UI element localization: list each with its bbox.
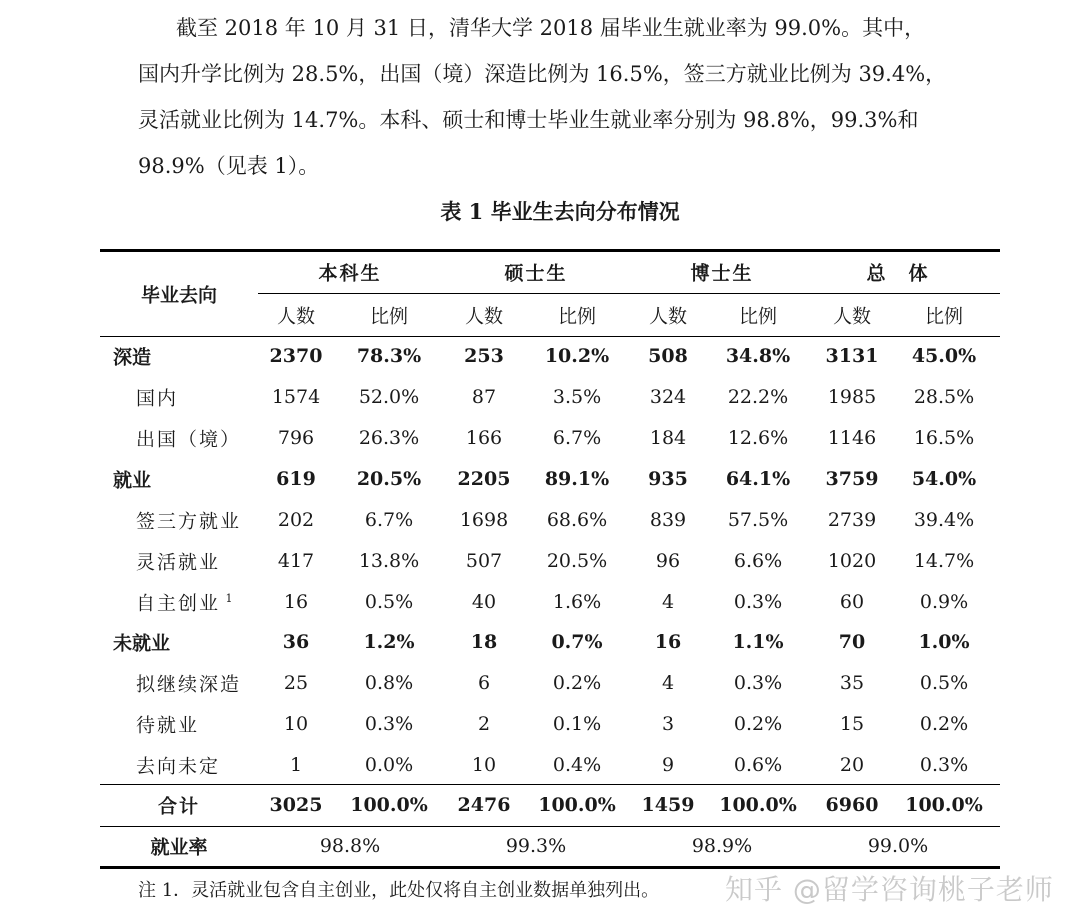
- table-cell: 54.0%: [911, 468, 977, 490]
- row-label: [136, 425, 241, 452]
- paragraph-line: 98.9%（见表 1）。: [138, 154, 320, 178]
- row-label: [136, 384, 178, 411]
- table-cell: 3.5%: [552, 386, 602, 408]
- rate-label: 就业率: [150, 836, 208, 859]
- table-cell: 40: [471, 591, 497, 613]
- total-cell: 100.0%: [350, 794, 428, 816]
- table-cell: 35: [839, 672, 865, 694]
- table-cell: 3: [661, 713, 675, 735]
- table-cell: 28.5%: [913, 386, 975, 408]
- column-header: 比例: [557, 305, 597, 328]
- column-header: 人数: [276, 305, 316, 328]
- table-cell: 14.7%: [913, 550, 975, 572]
- table-cell: 13.8%: [358, 550, 420, 572]
- table-cell: 12.6%: [727, 427, 789, 449]
- total-cell: 1459: [641, 794, 695, 816]
- table-cell: 78.3%: [356, 345, 422, 367]
- table-cell: 508: [648, 345, 688, 367]
- table-rule: [258, 293, 1000, 294]
- table-cell: 1985: [827, 386, 877, 408]
- table-cell: 16.5%: [913, 427, 975, 449]
- table-cell: 0.4%: [552, 754, 602, 776]
- table-cell: 1020: [827, 550, 877, 572]
- table-cell: 70: [838, 631, 866, 653]
- row-label-text: 自主创业: [136, 592, 221, 615]
- row-label: [136, 670, 241, 697]
- table-cell: 184: [649, 427, 687, 449]
- row-label: [113, 466, 151, 493]
- table-cell: 417: [277, 550, 315, 572]
- table-cell: 0.5%: [919, 672, 969, 694]
- rate-cell: 99.3%: [505, 835, 567, 857]
- table-cell: 1698: [459, 509, 509, 531]
- table-cell: 507: [465, 550, 503, 572]
- table-cell: 16: [654, 631, 682, 653]
- table-rule: [100, 336, 1000, 337]
- table-cell: 20: [839, 754, 865, 776]
- table-cell: 3759: [825, 468, 879, 490]
- table-cell: 0.7%: [551, 631, 603, 653]
- table-cell: 166: [465, 427, 503, 449]
- table-cell: 202: [277, 509, 315, 531]
- table-cell: 0.2%: [733, 713, 783, 735]
- table-cell: 68.6%: [546, 509, 608, 531]
- table-cell: 935: [648, 468, 688, 490]
- table-rule: [100, 249, 1000, 252]
- row-label-text: 去向未定: [136, 755, 221, 778]
- table-cell: 3131: [825, 345, 879, 367]
- table-cell: 1: [289, 754, 303, 776]
- table-cell: 25: [283, 672, 309, 694]
- column-group-header: 总 体: [866, 262, 930, 285]
- corner-header: 毕业去向: [140, 284, 218, 307]
- table-caption: 表 1 毕业生去向分布情况: [440, 199, 680, 224]
- table-cell: 60: [839, 591, 865, 613]
- row-label-text: 国内: [136, 387, 179, 410]
- table-cell: 96: [655, 550, 681, 572]
- table-cell: 0.1%: [552, 713, 602, 735]
- table-cell: 0.2%: [919, 713, 969, 735]
- column-header: 比例: [924, 305, 964, 328]
- column-header: 比例: [738, 305, 778, 328]
- table-cell: 0.5%: [364, 591, 414, 613]
- table-cell: 10: [471, 754, 497, 776]
- table-cell: 87: [471, 386, 497, 408]
- row-label-text: 深造: [113, 346, 152, 369]
- table-cell: 2370: [269, 345, 323, 367]
- table-cell: 36: [282, 631, 310, 653]
- total-cell: 100.0%: [719, 794, 797, 816]
- column-header: 比例: [369, 305, 409, 328]
- table-cell: 0.8%: [364, 672, 414, 694]
- table-cell: 9: [661, 754, 675, 776]
- table-cell: 0.2%: [552, 672, 602, 694]
- table-cell: 0.6%: [733, 754, 783, 776]
- column-group-header: 本科生: [318, 262, 382, 285]
- table-cell: 324: [649, 386, 687, 408]
- table-cell: 2: [477, 713, 491, 735]
- rate-cell: 98.9%: [691, 835, 753, 857]
- watermark: 知乎 @留学咨询桃子老师: [725, 873, 1054, 906]
- row-label: [113, 343, 151, 370]
- total-cell: 2476: [457, 794, 511, 816]
- rate-cell: 98.8%: [319, 835, 381, 857]
- footnote-marker: 1: [220, 592, 235, 606]
- row-label-text: 拟继续深造: [136, 673, 242, 696]
- table-cell: 1.2%: [363, 631, 415, 653]
- column-header: 人数: [464, 305, 504, 328]
- total-label: 合计: [157, 795, 201, 818]
- rate-cell: 99.0%: [867, 835, 929, 857]
- table-cell: 2739: [827, 509, 877, 531]
- table-cell: 52.0%: [358, 386, 420, 408]
- row-label: [136, 507, 241, 534]
- table-rule: [100, 784, 1000, 785]
- table-cell: 45.0%: [911, 345, 977, 367]
- table-cell: 4: [661, 591, 675, 613]
- total-cell: 100.0%: [905, 794, 983, 816]
- table-cell: 16: [283, 591, 309, 613]
- total-cell: 3025: [269, 794, 323, 816]
- paragraph-line: 灵活就业比例为 14.7%。本科、硕士和博士毕业生就业率分别为 98.8%，99.3%和: [138, 108, 919, 132]
- row-label-text: 待就业: [136, 714, 200, 737]
- table-cell: 64.1%: [725, 468, 791, 490]
- table-cell: 0.9%: [919, 591, 969, 613]
- column-group-header: 博士生: [690, 262, 754, 285]
- table-cell: 39.4%: [913, 509, 975, 531]
- table-cell: 6.6%: [733, 550, 783, 572]
- table-cell: 1.0%: [918, 631, 970, 653]
- table-cell: 15: [839, 713, 865, 735]
- table-cell: 0.3%: [733, 591, 783, 613]
- table-cell: 6.7%: [364, 509, 414, 531]
- table-cell: 0.3%: [919, 754, 969, 776]
- table-cell: 796: [277, 427, 315, 449]
- row-label-text: 出国（境）: [136, 428, 242, 451]
- table-cell: 18: [470, 631, 498, 653]
- row-label: [136, 752, 220, 779]
- table-cell: 4: [661, 672, 675, 694]
- column-group-header: 硕士生: [504, 262, 568, 285]
- table-cell: 0.0%: [364, 754, 414, 776]
- row-label: [113, 629, 170, 656]
- total-cell: 6960: [825, 794, 879, 816]
- table-footnote: 注 1．灵活就业包含自主创业，此处仅将自主创业数据单独列出。: [138, 880, 660, 901]
- table-cell: 619: [276, 468, 316, 490]
- table-cell: 34.8%: [725, 345, 791, 367]
- table-cell: 20.5%: [546, 550, 608, 572]
- table-cell: 1146: [827, 427, 877, 449]
- table-cell: 10: [283, 713, 309, 735]
- table-rule: [100, 826, 1000, 827]
- row-label: [136, 711, 199, 738]
- table-cell: 22.2%: [727, 386, 789, 408]
- row-label-text: 灵活就业: [136, 551, 221, 574]
- row-label-text: 签三方就业: [136, 510, 242, 533]
- table-cell: 253: [464, 345, 504, 367]
- paragraph-line: 截至 2018 年 10 月 31 日，清华大学 2018 届毕业生就业率为 99.0%。其中，: [176, 16, 926, 40]
- column-header: 人数: [648, 305, 688, 328]
- table-cell: 0.3%: [733, 672, 783, 694]
- table-cell: 89.1%: [544, 468, 610, 490]
- row-label: [136, 589, 235, 616]
- table-cell: 1574: [271, 386, 321, 408]
- table-cell: 26.3%: [358, 427, 420, 449]
- row-label-text: 就业: [113, 469, 152, 492]
- table-cell: 10.2%: [544, 345, 610, 367]
- paragraph-line: 国内升学比例为 28.5%，出国（境）深造比例为 16.5%，签三方就业比例为 39.4%，: [138, 62, 947, 86]
- total-cell: 100.0%: [538, 794, 616, 816]
- table-cell: 20.5%: [356, 468, 422, 490]
- table-cell: 0.3%: [364, 713, 414, 735]
- table-cell: 6: [477, 672, 491, 694]
- row-label-text: 未就业: [113, 632, 171, 655]
- row-label: [136, 548, 220, 575]
- table-cell: 1.6%: [552, 591, 602, 613]
- table-cell: 1.1%: [732, 631, 784, 653]
- column-header: 人数: [832, 305, 872, 328]
- table-cell: 6.7%: [552, 427, 602, 449]
- table-cell: 839: [649, 509, 687, 531]
- table-cell: 2205: [457, 468, 511, 490]
- table-cell: 57.5%: [727, 509, 789, 531]
